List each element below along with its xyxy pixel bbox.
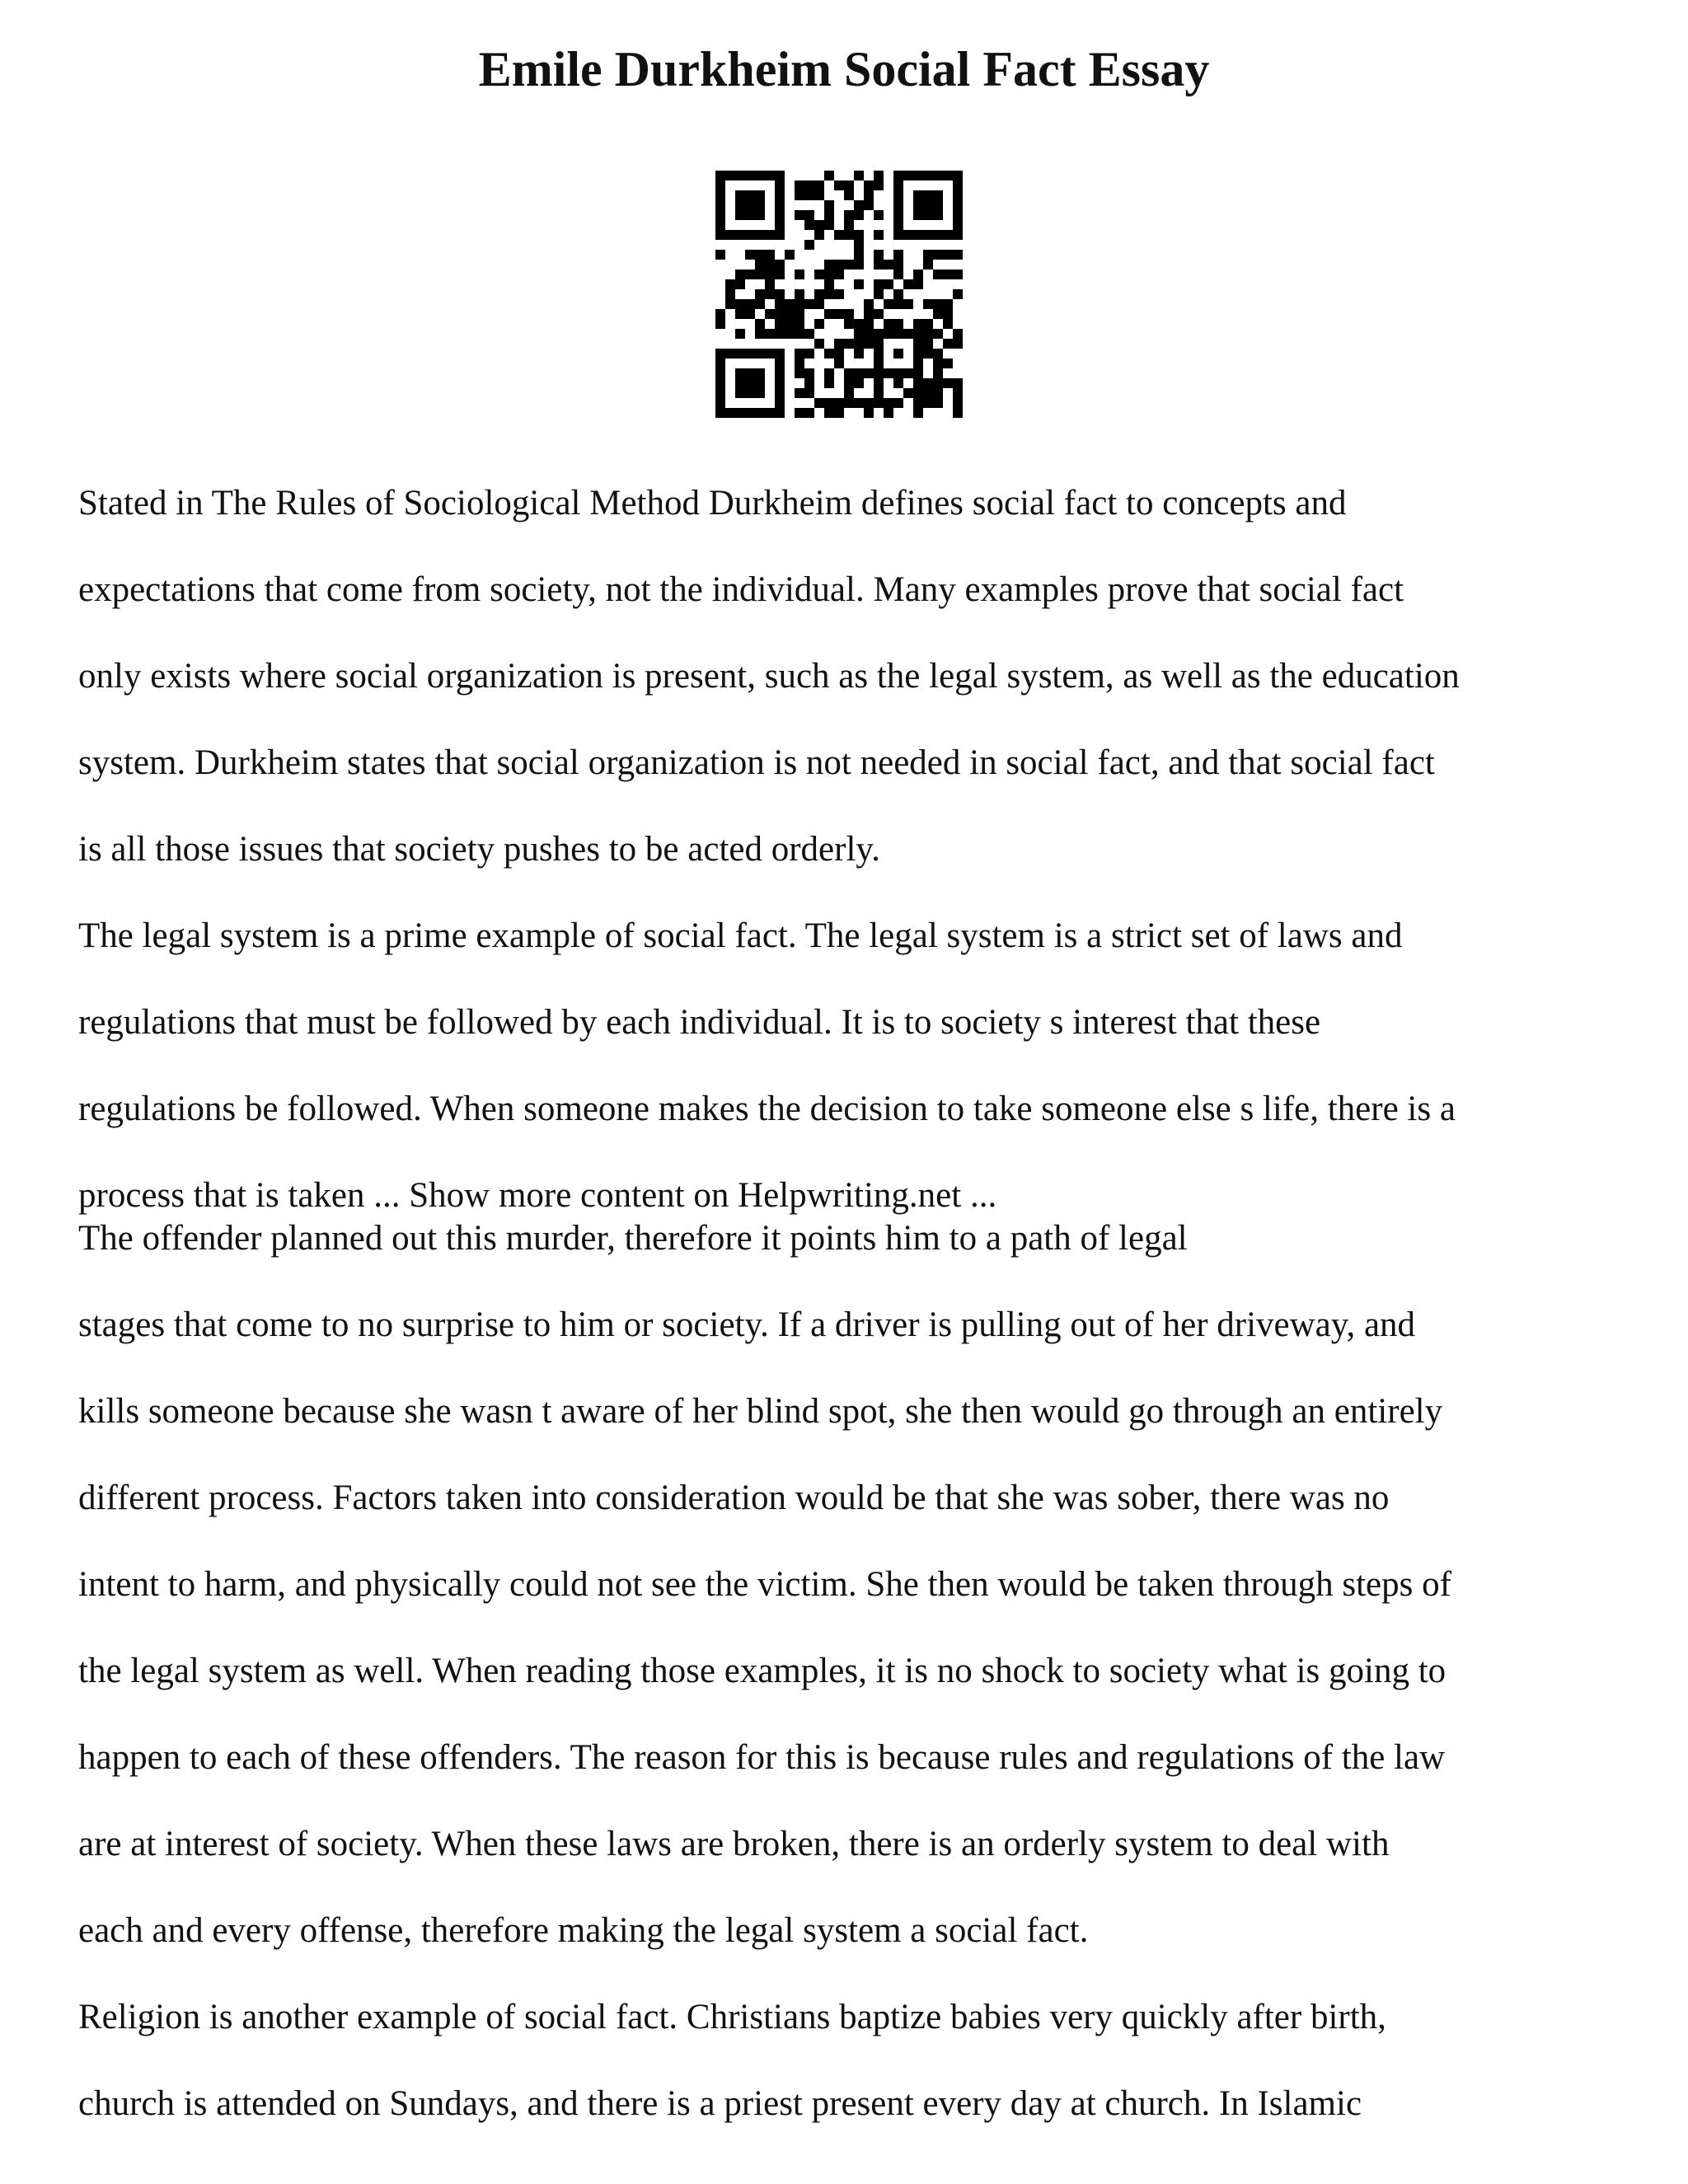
qr-module <box>824 289 834 299</box>
qr-module <box>844 220 854 230</box>
qr-module <box>923 329 933 339</box>
qr-module <box>814 269 824 279</box>
qr-module <box>874 260 884 269</box>
qr-module <box>795 349 804 359</box>
qr-module <box>824 349 834 359</box>
qr-module <box>943 250 953 260</box>
qr-module <box>795 190 804 200</box>
qr-module <box>874 250 884 260</box>
qr-module <box>834 408 844 418</box>
qr-module <box>755 260 765 269</box>
text-line: kills someone because she wasn t aware of her blind spot, she then would go through an entirely <box>78 1392 1443 1431</box>
qr-module <box>893 289 903 299</box>
qr-module <box>913 190 943 220</box>
qr-module <box>795 368 804 378</box>
qr-module <box>814 339 824 349</box>
qr-module <box>725 299 735 309</box>
qr-module <box>893 349 903 359</box>
text-line: process that is taken ... Show more content on Helpwriting.net ... <box>78 1176 997 1215</box>
qr-module <box>943 299 953 309</box>
text-line: Stated in The Rules of Sociological Method Durkheim defines social fact to concepts and <box>78 484 1347 523</box>
qr-module <box>755 329 765 339</box>
qr-module <box>933 359 943 368</box>
qr-module <box>864 398 874 408</box>
qr-module <box>795 388 804 398</box>
qr-module <box>824 210 834 220</box>
qr-module <box>755 319 765 329</box>
qr-module <box>804 329 814 339</box>
qr-module <box>775 309 785 319</box>
qr-module <box>874 279 884 289</box>
qr-module <box>745 309 755 319</box>
qr-module <box>933 398 943 408</box>
qr-module <box>893 269 903 279</box>
qr-module <box>923 388 933 398</box>
qr-module <box>844 398 854 408</box>
qr-module <box>814 319 824 329</box>
qr-module <box>824 269 834 279</box>
qr-module <box>874 210 884 220</box>
text-line: regulations be followed. When someone makes the decision to take someone else s life, there is a <box>78 1090 1456 1128</box>
qr-module <box>844 339 854 349</box>
qr-module <box>854 250 864 260</box>
qr-module <box>765 309 775 319</box>
qr-module <box>854 398 864 408</box>
qr-module <box>923 260 933 269</box>
qr-module <box>795 329 804 339</box>
qr-module <box>775 269 785 279</box>
qr-module <box>844 190 854 200</box>
qr-module <box>725 279 735 289</box>
text-line: are at interest of society. When these laws are broken, there is an orderly system to deal with <box>78 1825 1390 1863</box>
qr-module <box>715 319 725 329</box>
qr-module <box>874 289 884 299</box>
qr-module <box>735 279 745 289</box>
qr-module <box>923 378 933 388</box>
qr-module <box>844 388 854 398</box>
qr-module <box>795 408 804 418</box>
qr-module <box>874 180 884 190</box>
qr-module <box>943 339 953 349</box>
qr-module <box>795 299 804 309</box>
qr-module <box>775 289 785 299</box>
qr-module <box>735 299 745 309</box>
qr-module <box>923 299 933 309</box>
qr-module <box>725 289 735 299</box>
qr-module <box>864 329 874 339</box>
qr-module <box>953 398 963 408</box>
qr-module <box>804 378 814 388</box>
qr-module <box>933 329 943 339</box>
qr-module <box>903 388 913 398</box>
qr-module <box>824 200 834 210</box>
qr-module <box>715 250 725 260</box>
qr-module <box>735 309 745 319</box>
text-line: stages that come to no surprise to him or society. If a driver is pulling out of her driveway, and <box>78 1305 1416 1344</box>
qr-module <box>854 378 864 388</box>
qr-module <box>953 408 963 418</box>
qr-module <box>953 339 963 349</box>
qr-module <box>834 289 844 299</box>
qr-module <box>874 378 884 388</box>
qr-module <box>834 309 844 319</box>
qr-code <box>715 171 963 418</box>
qr-module <box>854 319 864 329</box>
qr-module <box>864 319 874 329</box>
qr-module <box>824 279 834 289</box>
qr-module <box>884 260 893 269</box>
text-line: The offender planned out this murder, therefore it points him to a path of legal <box>78 1219 1188 1258</box>
qr-module <box>893 250 903 260</box>
qr-module <box>785 309 795 319</box>
qr-module <box>824 171 834 180</box>
text-line: different process. Factors taken into consideration would be that she was sober, there was no <box>78 1479 1390 1517</box>
qr-module <box>854 339 864 349</box>
qr-module <box>765 289 775 299</box>
qr-module <box>844 210 854 220</box>
qr-module <box>893 378 903 388</box>
qr-module <box>844 180 854 190</box>
qr-module <box>775 329 785 339</box>
text-line: the legal system as well. When reading those examples, it is no shock to society what is going to <box>78 1652 1447 1690</box>
qr-module <box>884 299 893 309</box>
qr-module <box>893 299 903 309</box>
qr-module <box>884 398 893 408</box>
text-line: expectations that come from society, not the individual. Many examples prove that social fact <box>78 570 1404 609</box>
text-line: happen to each of these offenders. The reason for this is because rules and regulations of the law <box>78 1738 1446 1777</box>
qr-module <box>874 171 884 180</box>
text-line: is all those issues that society pushes to be acted orderly. <box>78 830 880 869</box>
qr-module <box>745 269 755 279</box>
qr-module <box>804 180 814 190</box>
qr-module <box>804 240 814 250</box>
qr-module <box>953 329 963 339</box>
qr-module <box>814 398 824 408</box>
qr-module <box>745 299 755 309</box>
qr-module <box>775 299 785 309</box>
qr-module <box>923 319 933 329</box>
qr-module <box>834 269 844 279</box>
qr-module <box>844 319 854 329</box>
qr-module <box>953 250 963 260</box>
qr-module <box>804 220 814 230</box>
qr-module <box>834 260 844 269</box>
qr-module <box>834 180 844 190</box>
qr-module <box>824 368 834 378</box>
qr-module <box>864 299 874 309</box>
qr-module <box>923 339 933 349</box>
qr-module <box>765 250 775 260</box>
qr-module <box>755 269 765 279</box>
qr-module <box>884 408 893 418</box>
qr-module <box>844 309 854 319</box>
qr-module <box>804 210 814 220</box>
qr-module <box>953 269 963 279</box>
qr-module <box>755 250 765 260</box>
qr-module <box>923 250 933 260</box>
qr-module <box>804 368 814 378</box>
qr-module <box>854 210 864 220</box>
qr-module <box>795 319 804 329</box>
qr-module <box>953 378 963 388</box>
qr-module <box>735 269 745 279</box>
qr-module <box>844 260 854 269</box>
qr-module <box>943 309 953 319</box>
text-line: Religion is another example of social fact. Christians baptize babies very quickly after birth, <box>78 1998 1386 2036</box>
text-line: system. Durkheim states that social organization is not needed in social fact, and that social fact <box>78 743 1435 782</box>
qr-module <box>824 398 834 408</box>
qr-module <box>844 230 854 240</box>
qr-module <box>864 339 874 349</box>
page-title: Emile Durkheim Social Fact Essay <box>478 42 1210 96</box>
qr-module <box>765 329 775 339</box>
qr-module <box>854 260 864 269</box>
qr-module <box>824 260 834 269</box>
qr-module <box>874 398 884 408</box>
qr-module <box>854 279 864 289</box>
qr-module <box>804 349 814 359</box>
qr-module <box>814 220 824 230</box>
qr-module <box>913 319 923 329</box>
qr-module <box>943 378 953 388</box>
qr-module <box>864 309 874 319</box>
qr-module <box>913 398 923 408</box>
qr-module <box>814 230 824 240</box>
qr-module <box>795 289 804 299</box>
qr-module <box>715 309 725 319</box>
qr-module <box>735 368 765 398</box>
qr-module <box>814 289 824 299</box>
qr-module <box>755 289 765 299</box>
qr-module <box>834 349 844 359</box>
qr-module <box>933 250 943 260</box>
qr-module <box>933 299 943 309</box>
qr-module <box>814 190 824 200</box>
qr-module <box>814 180 824 190</box>
qr-module <box>765 260 775 269</box>
qr-module <box>804 408 814 418</box>
qr-module <box>804 299 814 309</box>
text-line: each and every offense, therefore making the legal system a social fact. <box>78 1911 1089 1950</box>
qr-module <box>795 210 804 220</box>
qr-module <box>884 319 893 329</box>
qr-module <box>893 398 903 408</box>
qr-module <box>913 408 923 418</box>
qr-module <box>854 349 864 359</box>
qr-module <box>755 299 765 309</box>
qr-module <box>923 398 933 408</box>
qr-module <box>893 260 903 269</box>
qr-module <box>824 220 834 230</box>
qr-module <box>903 299 913 309</box>
qr-module <box>834 359 844 368</box>
qr-module <box>864 368 874 378</box>
qr-module <box>933 368 943 378</box>
qr-module <box>765 279 775 289</box>
qr-module <box>854 329 864 339</box>
qr-module <box>824 408 834 418</box>
qr-code-icon <box>715 171 963 418</box>
qr-module <box>913 378 923 388</box>
qr-module <box>765 269 775 279</box>
qr-module <box>854 240 864 250</box>
qr-module <box>834 339 844 349</box>
qr-module <box>933 309 943 319</box>
qr-module <box>874 309 884 319</box>
text-line: only exists where social organization is present, such as the legal system, as well as the education <box>78 657 1460 696</box>
qr-module <box>913 269 923 279</box>
qr-module <box>874 230 884 240</box>
text-line: intent to harm, and physically could not see the victim. She then would be taken through steps of <box>78 1565 1451 1604</box>
qr-module <box>953 388 963 398</box>
qr-module <box>735 329 745 339</box>
qr-module <box>785 319 795 329</box>
qr-module <box>923 349 933 359</box>
text-line: regulations that must be followed by each individual. It is to society s interest that these <box>78 1003 1321 1042</box>
qr-module <box>943 319 953 329</box>
qr-module <box>785 299 795 309</box>
qr-module <box>874 388 884 398</box>
qr-module <box>795 309 804 319</box>
qr-module <box>943 269 953 279</box>
qr-module <box>824 378 834 388</box>
qr-module <box>854 171 864 180</box>
qr-module <box>804 388 814 398</box>
text-line: The legal system is a prime example of social fact. The legal system is a strict set of laws and <box>78 916 1403 955</box>
qr-module <box>933 388 943 398</box>
qr-module <box>775 260 785 269</box>
qr-module <box>745 250 755 260</box>
qr-module <box>933 349 943 359</box>
qr-module <box>953 289 963 299</box>
qr-module <box>735 190 765 220</box>
qr-module <box>854 230 864 240</box>
qr-module <box>943 359 953 368</box>
qr-module <box>903 279 913 289</box>
qr-module <box>913 388 923 398</box>
qr-module <box>884 279 893 289</box>
qr-module <box>864 190 874 200</box>
qr-module <box>854 200 864 210</box>
qr-module <box>933 378 943 388</box>
qr-module <box>795 180 804 190</box>
qr-module <box>844 368 854 378</box>
qr-module <box>814 299 824 309</box>
qr-module <box>933 269 943 279</box>
qr-module <box>795 359 804 368</box>
qr-module <box>864 408 874 418</box>
qr-module <box>804 190 814 200</box>
qr-module <box>913 279 923 289</box>
text-line: church is attended on Sundays, and there is a priest present every day at church. In Islamic <box>78 2084 1362 2123</box>
qr-module <box>834 230 844 240</box>
qr-module <box>795 269 804 279</box>
qr-module <box>785 329 795 339</box>
qr-module <box>775 319 785 329</box>
qr-module <box>854 368 864 378</box>
qr-module <box>834 398 844 408</box>
qr-module <box>824 309 834 319</box>
qr-module <box>864 200 874 210</box>
qr-module <box>785 250 795 260</box>
qr-module <box>893 319 903 329</box>
qr-module <box>844 378 854 388</box>
qr-module <box>864 180 874 190</box>
